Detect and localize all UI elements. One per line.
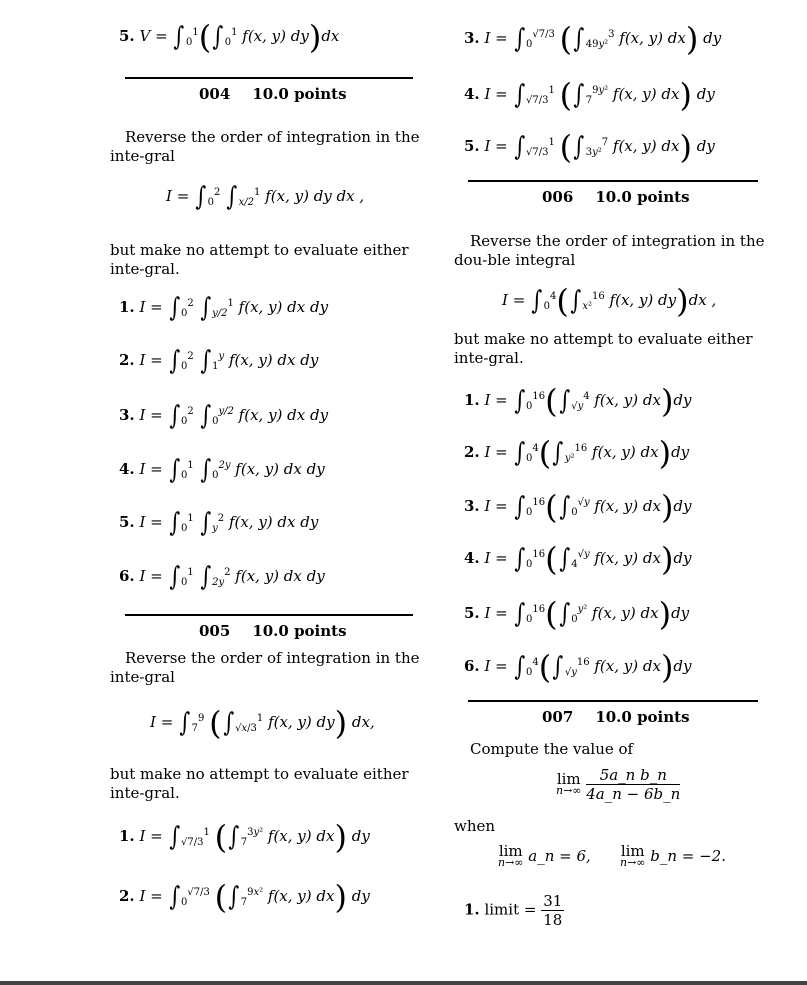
q6-option-3[interactable]: 3. $I = \int_0^{16}(\int_0^{√y}$ f(x, y) dx)dy: [464, 488, 692, 526]
q7-prompt: Compute the value of: [470, 740, 634, 758]
q5-option-5[interactable]: 5. $I = \int_{√7/3}^1$ ($\int_{3y^2}^7$ f(x, y) dx) dy: [464, 128, 715, 166]
q7-when: when: [454, 817, 496, 835]
q3-option-5[interactable]: 5. $V = \int_0^1(\int_0^1$ f(x, y) dy)dx: [119, 18, 340, 56]
q6-header: [542, 188, 690, 206]
q4-points: 10.0 points: [252, 85, 347, 103]
q7-number: 007: [542, 708, 574, 726]
q5-header: [199, 622, 347, 640]
q4-followup: but make no attempt to evaluate either inte-gral.: [110, 241, 409, 278]
q4-option-4[interactable]: 4. $I = \int_0^1$ $\int_0^{2y}$ f(x, y) dx dy: [119, 455, 325, 485]
q4-header: [199, 85, 347, 103]
q5-points: 10.0 points: [252, 622, 347, 640]
page-bottom-border: [0, 981, 807, 985]
q6-prompt: Reverse the order of integration in the dou-ble integral: [454, 232, 765, 269]
q7-limit-numerator: 5a_n b_n: [586, 766, 680, 785]
q7-header: [542, 708, 690, 726]
q5-option-3[interactable]: 3. $I = \int_0^{√7/3}$ ($\int_{49y^2}^3$ f(x, y) dx) dy: [464, 20, 722, 58]
q6-option-5[interactable]: 5. $I = \int_0^{16}(\int_0^{y^2}$ f(x, y) dx)dy: [464, 595, 690, 633]
divider-006: [468, 180, 758, 182]
q7-condition-a: lim n→∞ a_n = 6,: [498, 842, 591, 869]
q4-option-3[interactable]: 3. $I = \int_0^2$ $\int_0^{y/2}$ f(x, y) dx dy: [119, 401, 329, 431]
q4-option-6[interactable]: 6. $I = \int_0^1$ $\int_{2y}^2$ f(x, y) dx dy: [119, 562, 325, 592]
q7-condition-b: lim n→∞ b_n = −2.: [620, 842, 726, 869]
q5-prompt: Reverse the order of integration in the inte-gral: [110, 649, 420, 686]
q4-number: 004: [199, 85, 231, 103]
q4-option-2[interactable]: 2. $I = \int_0^2$ $\int_1^y$ f(x, y) dx dy: [119, 346, 319, 376]
q5-followup: but make no attempt to evaluate either inte-gral.: [110, 765, 409, 802]
q7-points: 10.0 points: [595, 708, 690, 726]
divider-004: [125, 77, 413, 79]
q6-points: 10.0 points: [595, 188, 690, 206]
q6-number: 006: [542, 188, 574, 206]
q6-followup: but make no attempt to evaluate either inte-gral.: [454, 330, 753, 367]
q7-limit-denominator: 4a_n − 6b_n: [586, 785, 681, 803]
q6-option-6[interactable]: 6. $I = \int_0^4(\int_{√y}^{16}$ f(x, y) dx)dy: [464, 648, 692, 686]
q6-option-4[interactable]: 4. $I = \int_0^{16}(\int_4^{√y}$ f(x, y) dx)dy: [464, 540, 692, 578]
q5-option-1[interactable]: 1. $I = \int_{√7/3}^1$ ($\int_7^{3y^2}$ f(x, y) dx) dy: [119, 818, 370, 856]
q5-number: 005: [199, 622, 231, 640]
right-column: [420, 0, 807, 985]
q5-option-4[interactable]: 4. $I = \int_{√7/3}^1$ ($\int_7^{9y^2}$ f(x, y) dx) dy: [464, 76, 715, 114]
divider-007: [468, 700, 758, 702]
q4-option-1[interactable]: 1. $I = \int_0^2$ $\int_{y/2}^1$ f(x, y) dx dy: [119, 293, 329, 323]
q7-option-1[interactable]: 1. limit = $\frac{31}{18}$: [464, 892, 563, 929]
divider-005: [125, 614, 413, 616]
q6-option-2[interactable]: 2. $I = \int_0^4(\int_{y^2}^{16}$ f(x, y) dx)dy: [464, 434, 690, 472]
q5-option-2[interactable]: 2. $I = \int_0^{√7/3}$ ($\int_7^{9x^2}$ f(x, y) dx) dy: [119, 878, 370, 916]
q6-integral: $I = \int_0^4(\int_{x^2}^{16}$ f(x, y) dy)dx ,: [502, 282, 717, 320]
q5-integral: $I = \int_7^9$ ($\int_{√x/3}^1$ f(x, y) dy) dx,: [150, 704, 375, 742]
q4-prompt: Reverse the order of integration in the inte-gral: [110, 128, 420, 165]
q7-limit-expression: lim n→∞ $\frac{\text{5a\_n b\_n}}{4a\_n - 6b\_n}$: [556, 766, 681, 803]
q4-option-5[interactable]: 5. $I = \int_0^1$ $\int_y^2$ f(x, y) dx dy: [119, 508, 319, 538]
q4-integral: $I = \int_0^2$ $\int_{x/2}^1$ f(x, y) dy dx ,: [166, 182, 365, 212]
q6-option-1[interactable]: 1. $I = \int_0^{16}(\int_{√y}^4$ f(x, y) dx)dy: [464, 382, 692, 420]
